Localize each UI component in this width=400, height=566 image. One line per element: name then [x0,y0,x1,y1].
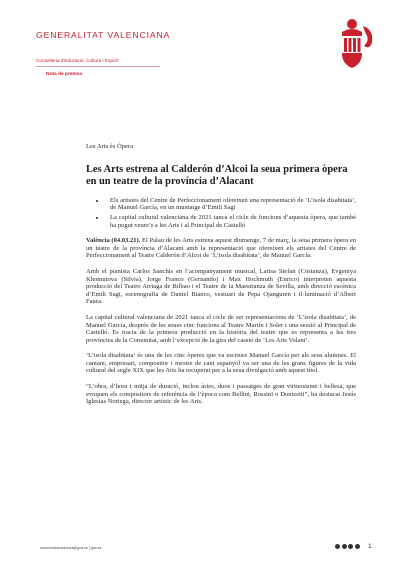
article-body [86,143,356,414]
facebook-icon [335,544,340,549]
header-divider [36,66,160,67]
section-label: Les Arts és Òpera [86,143,134,150]
paragraph-1 [86,237,356,260]
summary-item: • La capital cultural valenciana de 2021 tanca el cicle de funcions d’aquesta òpera, que també ha pogut veure’s a les Arts i al Principal de Castelló [106,214,356,229]
paragraph-1-text: El Palau de les Arts estrena aquest diumenge, 7 de març, la seua primera òpera en un teatre de la província d’Alacant amb la representació que ofereixen els artistes del Centre de Perfeccionament al Teatre Calderón d’Alcoi de ‘L’isola disabitata’, de Manuel García. [86,237,356,260]
page-number: 1 [368,543,372,550]
press-note-label: Nota de premsa [46,72,82,77]
summary-list [86,197,356,229]
paragraph-4: ‘L’isola disabitata’ és una de les cinc òperes que va escriure Manuel García per als seus alumnes. El cantant, empresari, compositor i mestre de cant espanyol va ser una de les grans figures de la vida cultural del segle XIX que les Arts ha recuperat per a la seua divulgació amb aquest títol. [86,352,356,375]
social-icons [335,544,360,549]
paragraph-3: La capital cultural valenciana de 2021 tanca el cicle de set representacions de ‘L’isola disabitata’, de Manuel García, després de les seues cinc funcions al Teatre Martín i Soler i una sessió al Principal de Castelló. Es tracta de la primera producció en la història del teatre que es representa a les tres províncies de la Comunitat, amb l’excepció de la gira del cassió de ‘Les Arts Volant’. [86,313,356,344]
department-name: Conselleria d'Educació, Cultura i Esport [36,58,119,63]
org-name: GENERALITAT VALENCIANA [36,30,171,40]
paragraph-2: Amb el pianista Carlos Sanchis en l’acompanyament musical, Larisa Stefan (Costanza), Evgeniya Khomutova (Silvia), Jorge Franco (Gernando) i Max Hochmuth (Enrico) interpreten aquesta producció del Teatro Arriaga de Bilbao i el Teatre de la Maestranza de Sevilla, amb direcció escènica d’Emili Sagi, escenografia de Daniel Bianco, vestuari de Pepa Ojanguren i il·luminació d’Albert Faura. [86,267,356,306]
generalitat-logo-icon [330,16,382,70]
article-title: Les Arts estrena al Calderón d’Alcoi la seua primera òpera en un teatre de la província d’Alacant [86,163,348,188]
twitter-icon [342,544,347,549]
instagram-icon [348,544,353,549]
youtube-icon [355,544,360,549]
summary-item: • Els artistes del Centre de Perfeccionament ofereixen una representació de ‘L’isola disabitata’, de Manuel García, en un muntatge d’Emili Sagi [106,197,356,212]
lead-dateline: València (04.03.21). [86,237,141,245]
footer-contact: secomunicacioeduca@gva.es | gva.es [40,546,102,550]
paragraph-5: “L’obra, d’hora i mitja de duració, inclou àries, duos i passatges de gran virtuosisme i bellesa, que evoquen els compositors de referència de l’època com Bellini, Rossini o Donizetti”, ha destacat Jesús Iglesias Noriega, director artístic de les Arts. [86,383,356,406]
